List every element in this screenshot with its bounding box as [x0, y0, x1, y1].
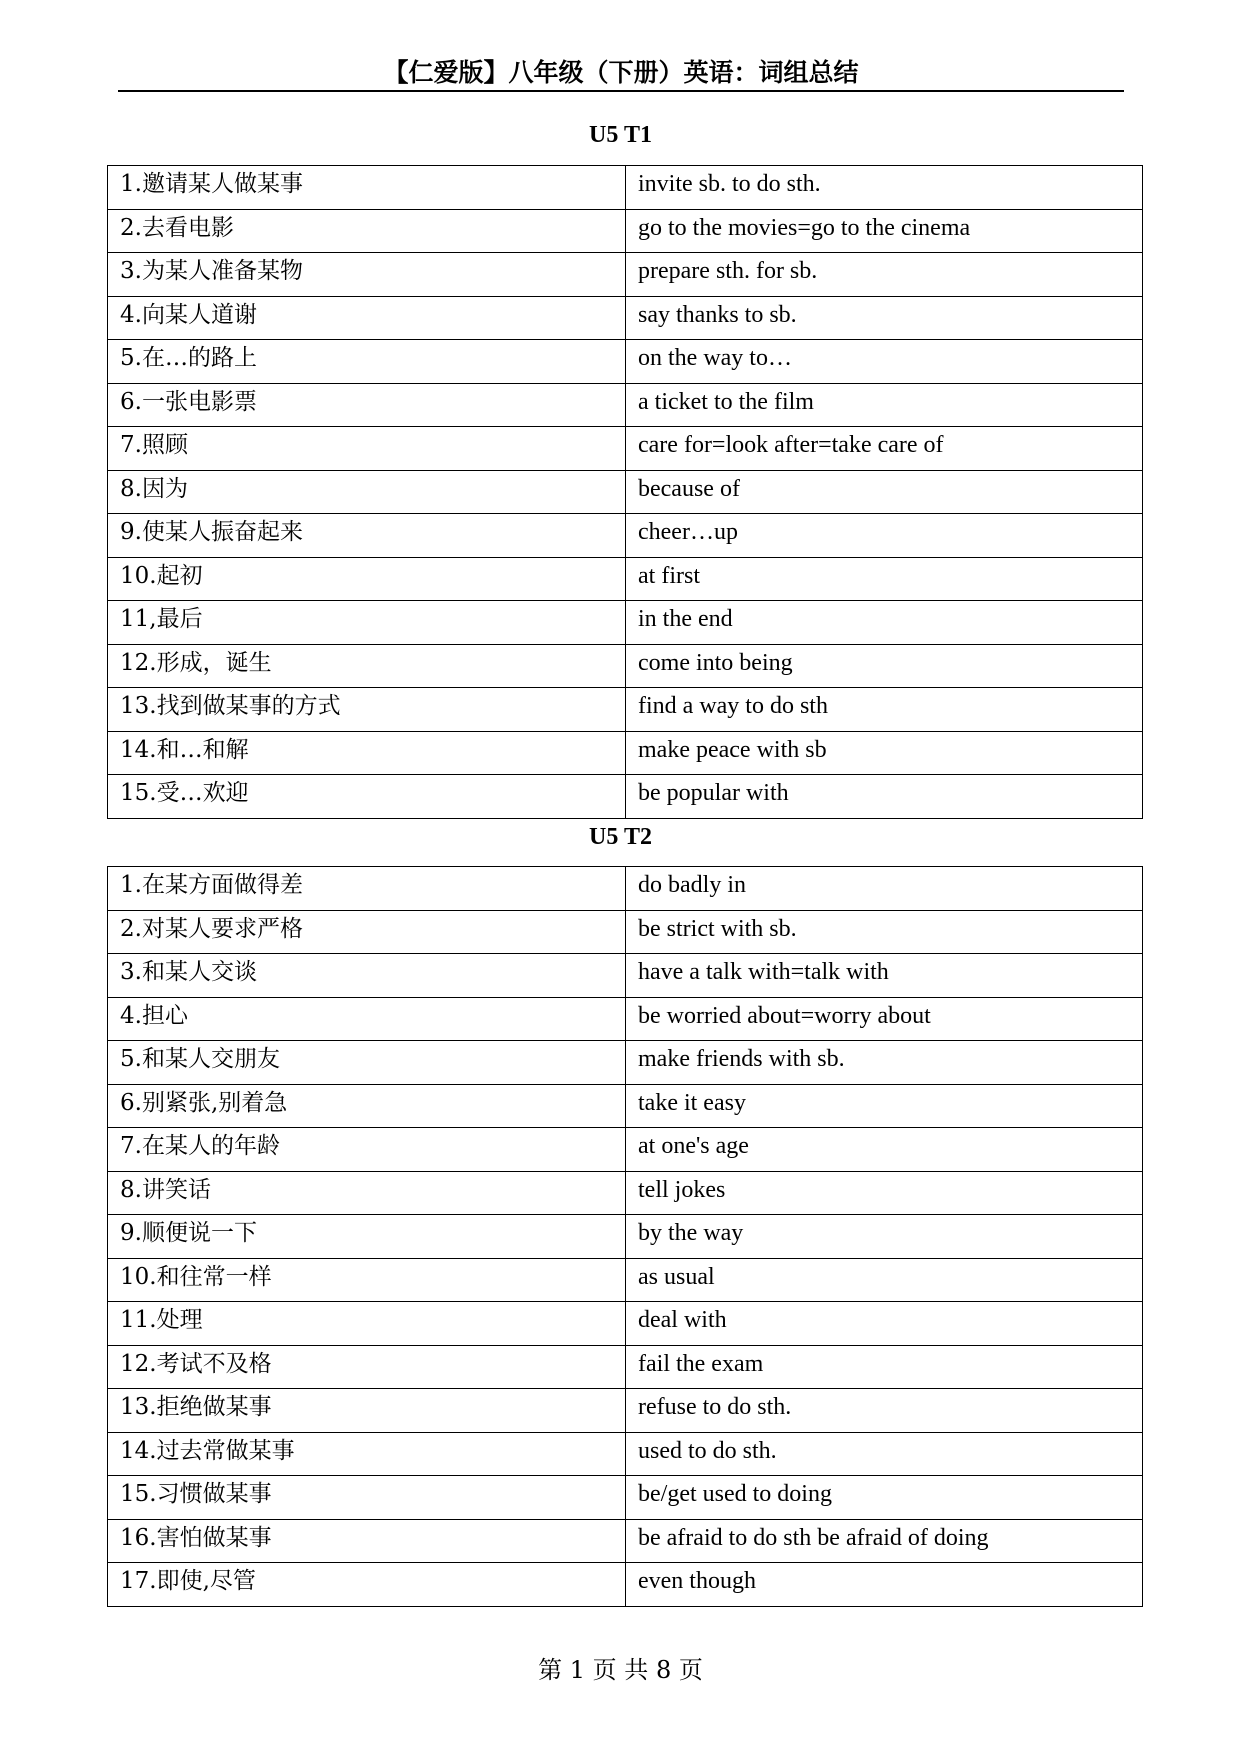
english-phrase-cell: come into being [626, 644, 1143, 688]
table-row [108, 253, 1143, 297]
table-row [108, 340, 1143, 384]
english-phrase-cell: prepare sth. for sb. [626, 253, 1143, 297]
table-row [108, 867, 1143, 911]
section-title-u5t2: U5 T2 [589, 824, 652, 850]
english-phrase-cell: make friends with sb. [626, 1041, 1143, 1085]
section-title-u5t1: U5 T1 [589, 122, 652, 148]
table-row [108, 470, 1143, 514]
table-row [108, 1258, 1143, 1302]
chinese-phrase-cell: 10.起初 [108, 557, 626, 601]
chinese-phrase-cell: 16.害怕做某事 [108, 1519, 626, 1563]
chinese-phrase-cell: 7.照顾 [108, 427, 626, 471]
table-row [108, 1171, 1143, 1215]
phrase-table-u5t1 [107, 165, 1143, 819]
table-row [108, 1041, 1143, 1085]
table-row [108, 166, 1143, 210]
english-phrase-cell: be afraid to do sth be afraid of doing [626, 1519, 1143, 1563]
chinese-phrase-cell: 9.顺便说一下 [108, 1215, 626, 1259]
chinese-phrase-cell: 4.向某人道谢 [108, 296, 626, 340]
english-phrase-cell: be popular with [626, 775, 1143, 819]
table-row [108, 954, 1143, 998]
phrase-table-u5t2 [107, 866, 1143, 1607]
chinese-phrase-cell: 17.即使,尽管 [108, 1563, 626, 1607]
chinese-phrase-cell: 8.因为 [108, 470, 626, 514]
english-phrase-cell: by the way [626, 1215, 1143, 1259]
chinese-phrase-cell: 11.处理 [108, 1302, 626, 1346]
table-row [108, 1519, 1143, 1563]
english-phrase-cell: on the way to… [626, 340, 1143, 384]
english-phrase-cell: go to the movies=go to the cinema [626, 209, 1143, 253]
chinese-phrase-cell: 14.和…和解 [108, 731, 626, 775]
english-phrase-cell: take it easy [626, 1084, 1143, 1128]
english-phrase-cell: say thanks to sb. [626, 296, 1143, 340]
english-phrase-cell: deal with [626, 1302, 1143, 1346]
chinese-phrase-cell: 6.一张电影票 [108, 383, 626, 427]
table-row [108, 383, 1143, 427]
page-header: 【仁爱版】八年级（下册）英语：词组总结 [118, 56, 1124, 92]
table-row [108, 997, 1143, 1041]
table-row [108, 1345, 1143, 1389]
english-phrase-cell: at first [626, 557, 1143, 601]
chinese-phrase-cell: 3.和某人交谈 [108, 954, 626, 998]
chinese-phrase-cell: 11,最后 [108, 601, 626, 645]
table-row [108, 514, 1143, 558]
chinese-phrase-cell: 5.和某人交朋友 [108, 1041, 626, 1085]
chinese-phrase-cell: 8.讲笑话 [108, 1171, 626, 1215]
chinese-phrase-cell: 4.担心 [108, 997, 626, 1041]
english-phrase-cell: cheer…up [626, 514, 1143, 558]
table-row [108, 557, 1143, 601]
english-phrase-cell: be strict with sb. [626, 910, 1143, 954]
table-row [108, 1215, 1143, 1259]
page-footer: 第 1 页 共 8 页 [538, 1656, 703, 1684]
english-phrase-cell: used to do sth. [626, 1432, 1143, 1476]
chinese-phrase-cell: 13.找到做某事的方式 [108, 688, 626, 732]
chinese-phrase-cell: 1.在某方面做得差 [108, 867, 626, 911]
table-row [108, 427, 1143, 471]
chinese-phrase-cell: 9.使某人振奋起来 [108, 514, 626, 558]
table-row [108, 296, 1143, 340]
table-row [108, 1432, 1143, 1476]
chinese-phrase-cell: 15.受…欢迎 [108, 775, 626, 819]
english-phrase-cell: invite sb. to do sth. [626, 166, 1143, 210]
table-row [108, 1084, 1143, 1128]
table-row [108, 688, 1143, 732]
chinese-phrase-cell: 3.为某人准备某物 [108, 253, 626, 297]
chinese-phrase-cell: 12.形成，诞生 [108, 644, 626, 688]
table-row [108, 910, 1143, 954]
chinese-phrase-cell: 6.别紧张,别着急 [108, 1084, 626, 1128]
table-row [108, 775, 1143, 819]
table-row [108, 209, 1143, 253]
english-phrase-cell: in the end [626, 601, 1143, 645]
chinese-phrase-cell: 2.去看电影 [108, 209, 626, 253]
table-row [108, 1563, 1143, 1607]
english-phrase-cell: make peace with sb [626, 731, 1143, 775]
table-row [108, 1128, 1143, 1172]
english-phrase-cell: as usual [626, 1258, 1143, 1302]
chinese-phrase-cell: 14.过去常做某事 [108, 1432, 626, 1476]
english-phrase-cell: fail the exam [626, 1345, 1143, 1389]
chinese-phrase-cell: 10.和往常一样 [108, 1258, 626, 1302]
table-row [108, 644, 1143, 688]
table-row [108, 731, 1143, 775]
chinese-phrase-cell: 1.邀请某人做某事 [108, 166, 626, 210]
table-row [108, 1476, 1143, 1520]
chinese-phrase-cell: 15.习惯做某事 [108, 1476, 626, 1520]
chinese-phrase-cell: 2.对某人要求严格 [108, 910, 626, 954]
english-phrase-cell: refuse to do sth. [626, 1389, 1143, 1433]
chinese-phrase-cell: 7.在某人的年龄 [108, 1128, 626, 1172]
english-phrase-cell: even though [626, 1563, 1143, 1607]
chinese-phrase-cell: 13.拒绝做某事 [108, 1389, 626, 1433]
english-phrase-cell: be/get used to doing [626, 1476, 1143, 1520]
english-phrase-cell: find a way to do sth [626, 688, 1143, 732]
chinese-phrase-cell: 12.考试不及格 [108, 1345, 626, 1389]
chinese-phrase-cell: 5.在…的路上 [108, 340, 626, 384]
table-row [108, 1302, 1143, 1346]
english-phrase-cell: a ticket to the film [626, 383, 1143, 427]
english-phrase-cell: have a talk with=talk with [626, 954, 1143, 998]
english-phrase-cell: tell jokes [626, 1171, 1143, 1215]
table-row [108, 601, 1143, 645]
english-phrase-cell: care for=look after=take care of [626, 427, 1143, 471]
english-phrase-cell: be worried about=worry about [626, 997, 1143, 1041]
english-phrase-cell: do badly in [626, 867, 1143, 911]
english-phrase-cell: at one's age [626, 1128, 1143, 1172]
table-row [108, 1389, 1143, 1433]
english-phrase-cell: because of [626, 470, 1143, 514]
